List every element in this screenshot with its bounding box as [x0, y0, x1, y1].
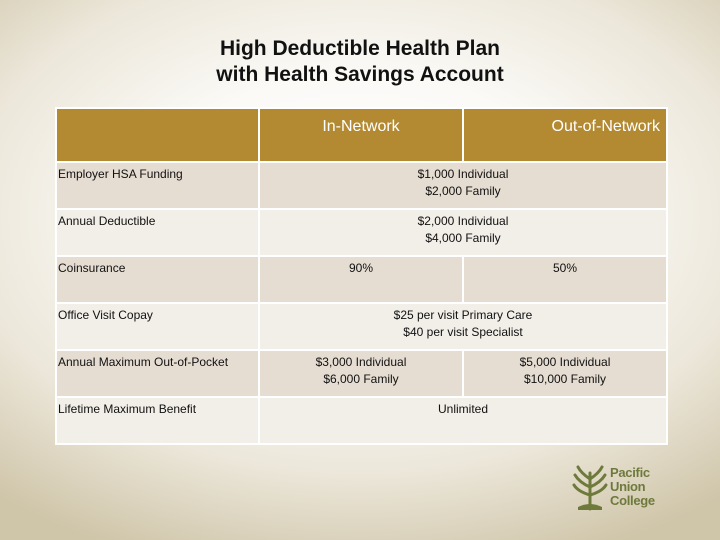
plan-comparison-table	[55, 107, 668, 445]
tree-icon	[572, 465, 608, 511]
logo-line: College	[610, 493, 655, 508]
table-row	[56, 209, 667, 256]
table-row	[56, 303, 667, 350]
value-line: $25 per visit Primary Care	[393, 308, 533, 322]
table-row	[56, 350, 667, 397]
combined-value-cell	[259, 397, 667, 444]
header-label-cell	[56, 108, 259, 162]
row-label: Coinsurance	[56, 256, 259, 303]
value-line: $6,000 Family	[323, 372, 399, 386]
in-network-value-cell	[259, 256, 463, 303]
row-label: Annual Deductible	[56, 209, 259, 256]
table-header-row	[56, 108, 667, 162]
logo-text	[610, 466, 674, 508]
header-in-network: In-Network	[259, 108, 463, 162]
value-line: 90%	[348, 261, 374, 275]
value-line: $10,000 Family	[523, 372, 607, 386]
table-row	[56, 256, 667, 303]
value-line: $2,000 Individual	[417, 214, 509, 228]
in-network-value-cell	[259, 350, 463, 397]
value-line: $40 per visit Specialist	[403, 325, 523, 339]
value-line: $4,000 Family	[425, 231, 501, 245]
row-label: Office Visit Copay	[56, 303, 259, 350]
college-logo	[572, 465, 672, 513]
combined-value-cell	[259, 303, 667, 350]
table-row	[56, 162, 667, 209]
logo-line: Union	[610, 479, 646, 494]
row-label: Employer HSA Funding	[56, 162, 259, 209]
out-of-network-value-cell	[463, 350, 667, 397]
slide-title	[0, 36, 720, 88]
title-line-1: High Deductible Health Plan	[219, 37, 501, 60]
value-line: 50%	[552, 261, 578, 275]
value-line: $1,000 Individual	[417, 167, 509, 181]
combined-value-cell	[259, 209, 667, 256]
value-line: Unlimited	[437, 402, 488, 416]
row-label: Annual Maximum Out-of-Pocket	[56, 350, 259, 397]
value-line: $3,000 Individual	[315, 355, 407, 369]
logo-line: Pacific	[610, 465, 650, 480]
out-of-network-value-cell	[463, 256, 667, 303]
row-label: Lifetime Maximum Benefit	[56, 397, 259, 444]
value-line: $5,000 Individual	[519, 355, 611, 369]
combined-value-cell	[259, 162, 667, 209]
table-row	[56, 397, 667, 444]
title-line-2: with Health Savings Account	[216, 63, 504, 86]
header-out-of-network: Out-of-Network	[463, 108, 667, 162]
value-line: $2,000 Family	[425, 184, 501, 198]
